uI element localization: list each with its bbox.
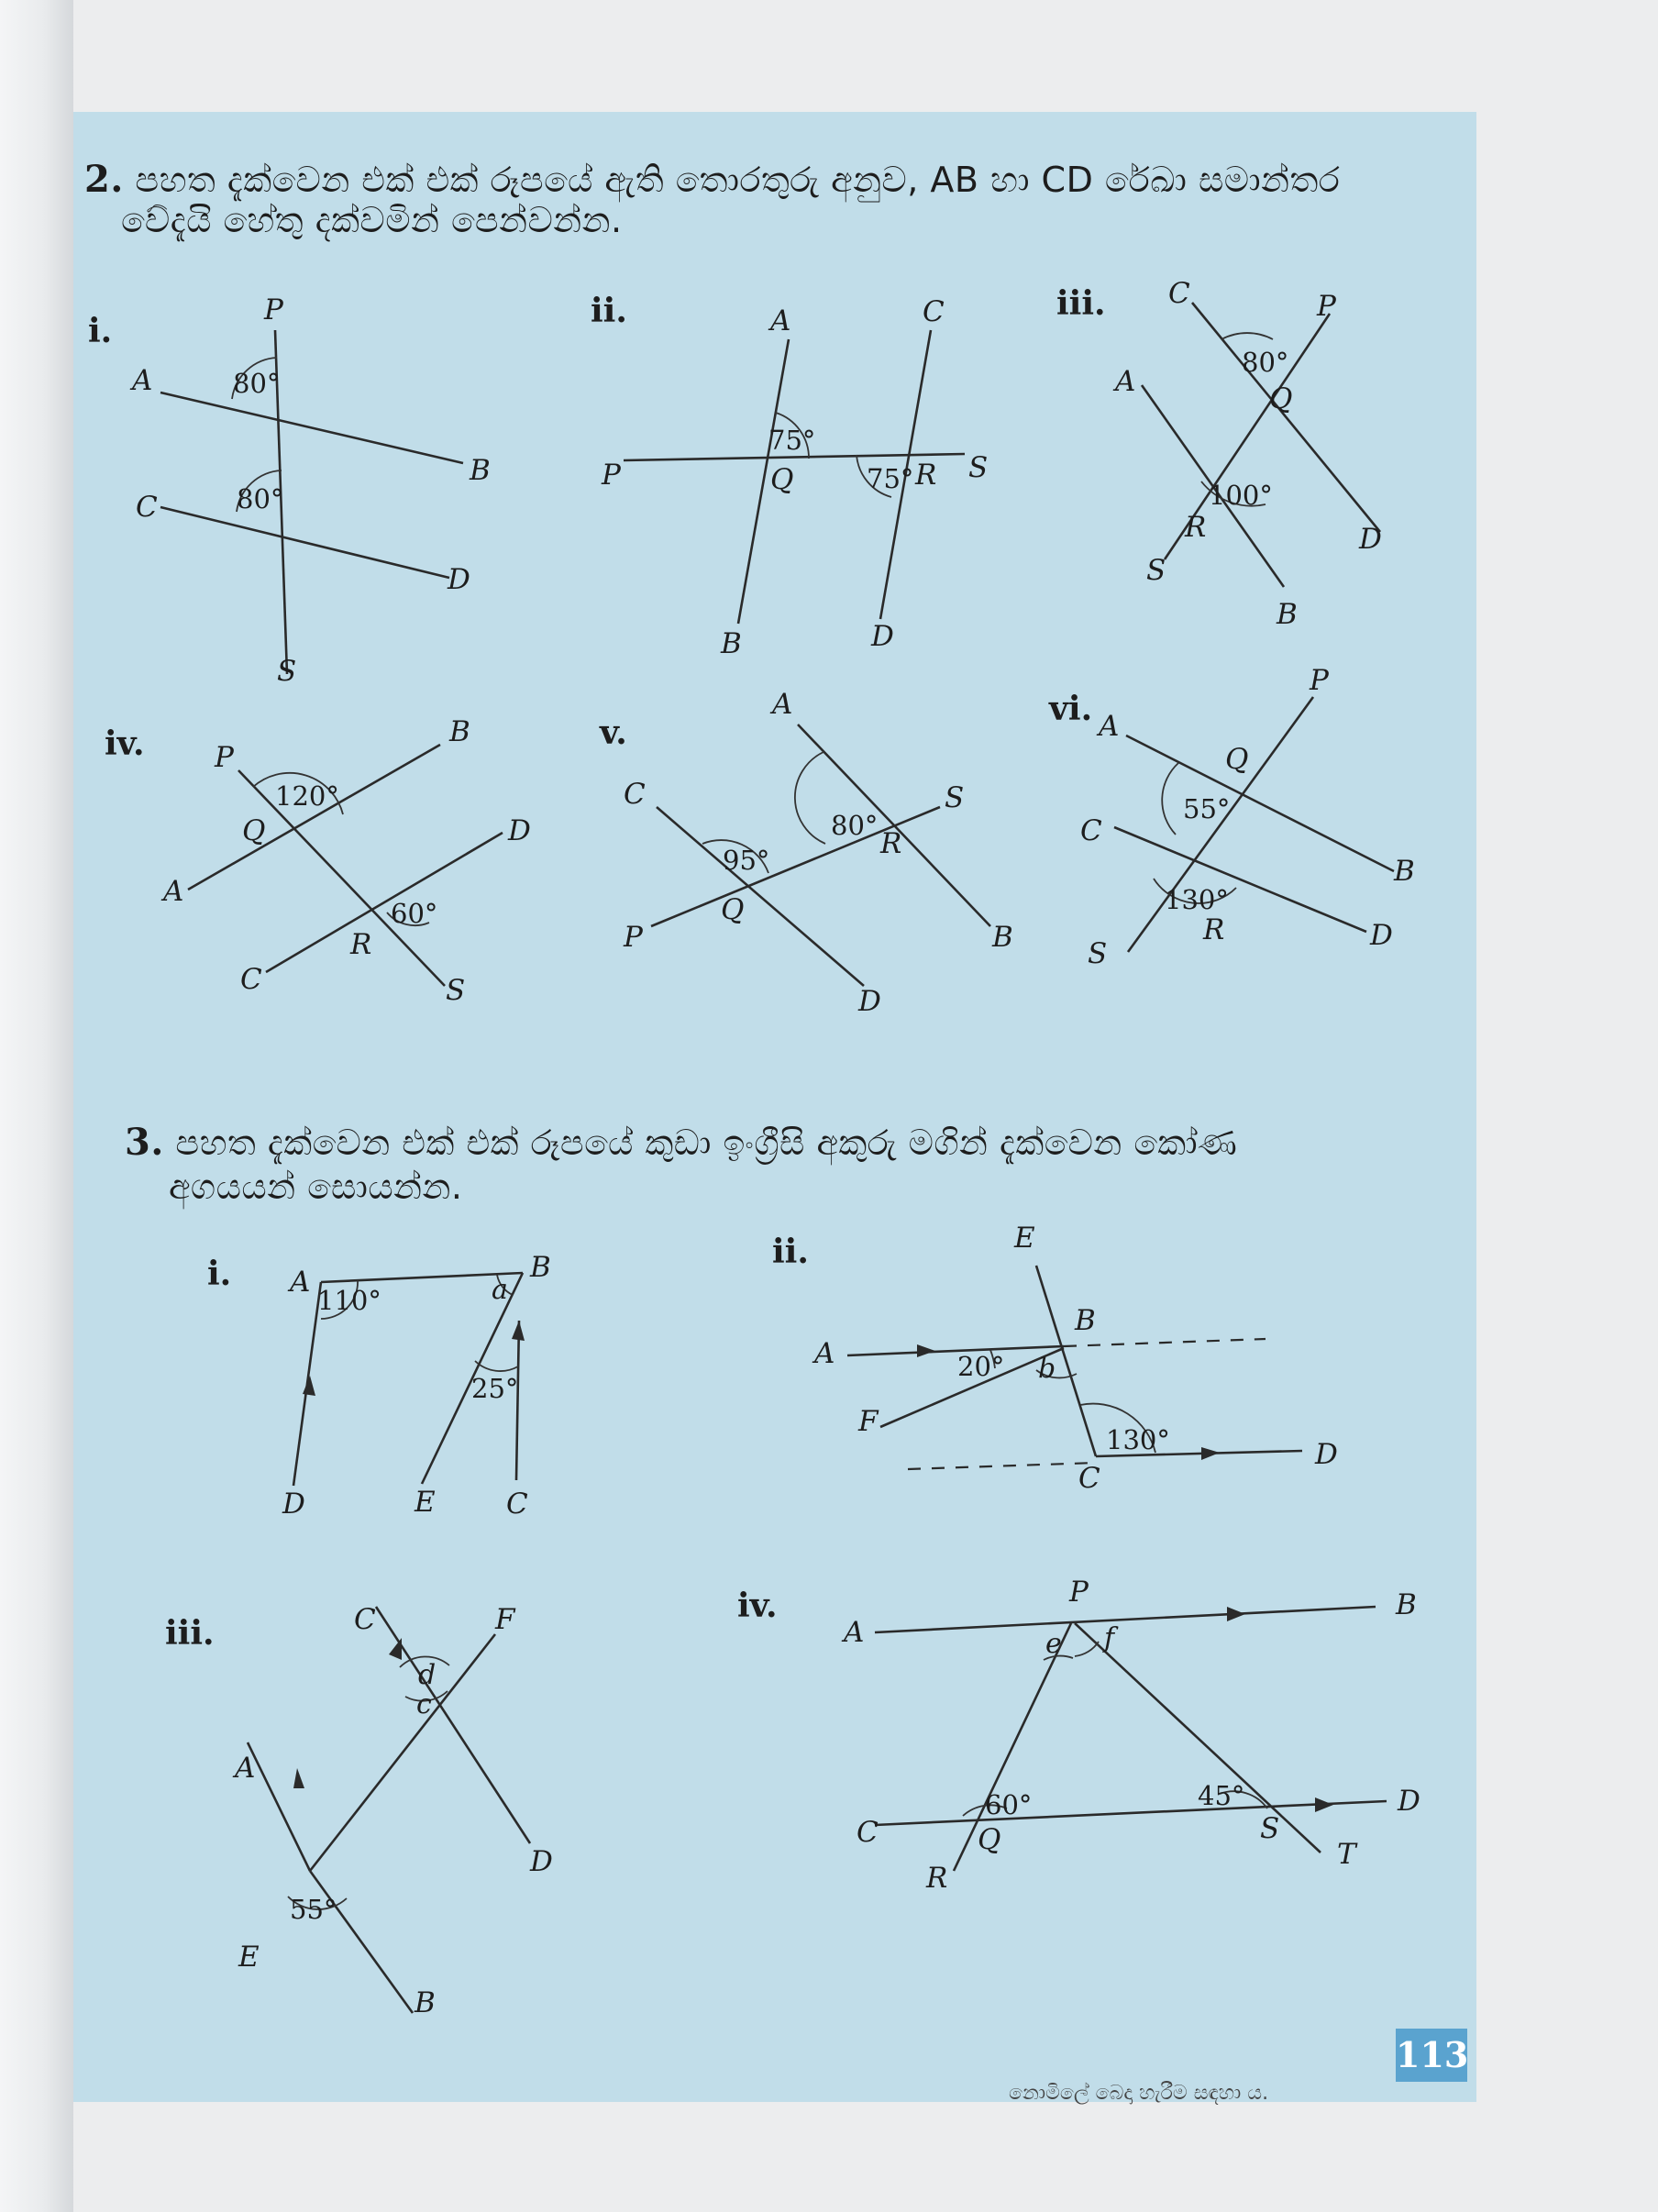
q2-fig1-pt-S: S xyxy=(277,655,297,688)
q2-fig3-pt-C: C xyxy=(1168,277,1190,310)
q2-fig5-pt-P: P xyxy=(624,921,643,954)
q2-fig4-pt-R: R xyxy=(350,928,372,961)
q2-fig2-pt-R: R xyxy=(915,459,937,492)
q3-fig3-var-d: d xyxy=(418,1659,437,1691)
q2-figure-iii xyxy=(1100,275,1431,642)
q3-fig4-angle-2: 45° xyxy=(1198,1780,1245,1811)
q3-fig3-label: iii. xyxy=(165,1614,215,1653)
q2-figure-vi xyxy=(1073,660,1440,972)
q2-fig1-pt-P: P xyxy=(264,293,283,326)
q3-fig4-var-f: f xyxy=(1104,1622,1115,1654)
q2-fig1-pt-C: C xyxy=(136,491,158,524)
q3-fig1-pt-A: A xyxy=(290,1266,311,1299)
q3-fig2-pt-B: B xyxy=(1075,1304,1096,1337)
q3-fig3-var-c: c xyxy=(416,1688,432,1720)
q3-fig4-angle-1: 60° xyxy=(985,1789,1033,1820)
q3-fig3-pt-F: F xyxy=(495,1603,515,1636)
q3-text-line1: පහත දැක්වෙන එක් එක් රූපයේ කුඩා ඉංග්‍රීසි අකුරු මගින් දැක්වෙන කෝණ xyxy=(175,1123,1238,1163)
q2-fig3-pt-D: D xyxy=(1359,523,1382,556)
q2-fig3-label: iii. xyxy=(1056,284,1106,323)
q2-fig5-pt-A: A xyxy=(772,688,793,721)
q2-fig3-angle-2: 100° xyxy=(1209,480,1273,511)
q2-fig6-label: vi. xyxy=(1049,690,1093,728)
page-number: 113 xyxy=(1396,2029,1467,2082)
q3-fig2-pt-D: D xyxy=(1315,1438,1338,1471)
q2-figure-v xyxy=(614,679,1036,1027)
q3-fig1-pt-C: C xyxy=(506,1488,528,1521)
q2-fig4-pt-D: D xyxy=(508,814,531,847)
q2-text-line1: පහත දැක්වෙන එක් එක් රූපයේ ඇති තොරතුරු අනුව, AB හා CD රේඛා සමාන්තර xyxy=(135,160,1341,200)
q2-fig2-label: ii. xyxy=(591,292,627,330)
q3-figure-ii xyxy=(807,1211,1357,1504)
q3-fig4-pt-A: A xyxy=(844,1616,865,1649)
q2-fig6-angle-1: 55° xyxy=(1183,793,1231,824)
q2-fig1-pt-B: B xyxy=(470,454,491,487)
q2-fig2-pt-Q: Q xyxy=(770,463,794,496)
q3-fig3-pt-C: C xyxy=(354,1603,376,1636)
q2-fig5-pt-Q: Q xyxy=(721,893,745,926)
q3-fig1-label: i. xyxy=(207,1255,232,1293)
q3-fig2-label: ii. xyxy=(772,1233,809,1271)
q2-fig4-pt-A: A xyxy=(163,875,184,908)
q3-number: 3. xyxy=(125,1121,164,1164)
q2-fig6-pt-R: R xyxy=(1203,913,1225,946)
q3-fig4-label: iv. xyxy=(737,1587,778,1625)
q2-fig2-pt-D: D xyxy=(871,620,894,653)
footer-text: නොමිලේ බෙදා හැරීම සඳහා ය. xyxy=(1009,2082,1269,2105)
q2-fig3-pt-R: R xyxy=(1185,511,1207,544)
q3-fig3-pt-B: B xyxy=(414,1986,436,2019)
q2-fig6-pt-Q: Q xyxy=(1225,743,1249,776)
q3-fig4-pt-D: D xyxy=(1398,1785,1420,1818)
q2-fig1-pt-A: A xyxy=(132,364,153,397)
q3-fig3-angle-1: 55° xyxy=(290,1894,337,1925)
q3-fig4-pt-R: R xyxy=(926,1862,948,1895)
q3-fig1-angle-1: 110° xyxy=(317,1285,381,1316)
q2-fig4-pt-P: P xyxy=(215,741,234,774)
q2-fig3-pt-S: S xyxy=(1146,554,1166,587)
q2-fig4-pt-S: S xyxy=(446,974,466,1007)
q2-fig1-label: i. xyxy=(88,312,113,350)
q3-fig2-pt-C: C xyxy=(1078,1462,1100,1495)
q3-fig2-var-b: b xyxy=(1038,1353,1056,1385)
q3-figure-iii xyxy=(211,1596,596,2018)
q3-fig4-pt-C: C xyxy=(857,1816,879,1849)
q3-fig2-angle-1: 20° xyxy=(957,1351,1005,1382)
q2-fig1-pt-D: D xyxy=(448,563,470,596)
q2-fig3-pt-A: A xyxy=(1115,365,1136,398)
q3-fig1-pt-D: D xyxy=(282,1488,305,1521)
q2-heading-line1 xyxy=(84,158,1340,201)
q2-fig1-angle-1: 80° xyxy=(233,368,281,399)
q3-text-line2: අගයයන් සොයන්න. xyxy=(169,1167,463,1207)
q2-fig4-pt-B: B xyxy=(449,715,470,748)
q2-fig4-pt-C: C xyxy=(240,963,262,996)
q2-fig6-pt-C: C xyxy=(1080,814,1102,847)
q2-fig4-pt-Q: Q xyxy=(242,814,266,847)
q3-fig2-pt-E: E xyxy=(1014,1222,1035,1255)
q2-fig6-pt-A: A xyxy=(1099,710,1120,743)
left-page-edge xyxy=(0,0,73,2212)
q2-fig2-pt-C: C xyxy=(923,295,945,328)
q3-fig1-pt-B: B xyxy=(530,1251,551,1284)
q2-fig5-label: v. xyxy=(600,713,627,752)
q2-figure-iv xyxy=(147,706,550,1018)
q2-fig2-pt-P: P xyxy=(602,459,621,492)
q3-fig3-pt-D: D xyxy=(530,1845,553,1878)
q3-fig3-pt-E: E xyxy=(238,1941,260,1974)
q2-fig2-pt-S: S xyxy=(968,451,989,484)
q2-fig5-pt-R: R xyxy=(880,827,902,860)
q2-fig6-pt-B: B xyxy=(1394,855,1415,888)
q3-fig2-angle-2: 130° xyxy=(1106,1424,1170,1455)
q2-fig4-label: iv. xyxy=(105,724,145,763)
q2-fig3-pt-P: P xyxy=(1317,290,1336,323)
q3-fig2-pt-A: A xyxy=(814,1337,835,1370)
q3-fig1-angle-2: 25° xyxy=(471,1373,519,1404)
q3-fig4-pt-S: S xyxy=(1260,1812,1280,1845)
q3-fig4-pt-T: T xyxy=(1337,1838,1356,1871)
q2-fig6-angle-2: 130° xyxy=(1165,884,1229,915)
q2-fig6-pt-D: D xyxy=(1370,919,1393,952)
q3-fig4-pt-Q: Q xyxy=(978,1823,1001,1856)
q2-fig3-pt-B: B xyxy=(1277,598,1298,631)
q3-fig4-pt-P: P xyxy=(1069,1576,1089,1609)
q2-fig1-angle-2: 80° xyxy=(237,483,284,514)
q3-figure-iv xyxy=(835,1568,1458,1908)
q2-fig2-angle-2: 75° xyxy=(867,463,914,494)
q3-fig2-pt-F: F xyxy=(858,1405,879,1438)
q2-fig6-pt-S: S xyxy=(1088,937,1108,970)
q2-fig3-angle-1: 80° xyxy=(1242,347,1289,378)
q3-heading-line1 xyxy=(125,1121,1237,1164)
q3-fig3-pt-A: A xyxy=(235,1752,256,1785)
q2-fig5-pt-D: D xyxy=(858,985,881,1018)
q2-fig2-pt-B: B xyxy=(721,627,742,660)
q2-text-line2: වේදැයි හේතු දක්වමින් පෙන්වන්න. xyxy=(121,200,623,240)
q2-number: 2. xyxy=(84,158,124,201)
q2-fig5-pt-B: B xyxy=(992,921,1013,954)
q2-fig4-angle-1: 120° xyxy=(275,780,339,812)
q2-fig2-angle-1: 75° xyxy=(768,425,816,456)
q3-fig4-pt-B: B xyxy=(1396,1588,1417,1621)
q2-fig4-angle-2: 60° xyxy=(391,898,438,929)
q2-fig5-angle-2: 95° xyxy=(723,845,770,876)
q3-figure-i xyxy=(257,1238,587,1541)
q2-fig6-pt-P: P xyxy=(1310,664,1329,697)
q2-figure-ii xyxy=(596,284,1000,660)
q3-fig1-var-a: a xyxy=(492,1274,508,1306)
q3-fig1-pt-E: E xyxy=(414,1486,436,1519)
q2-fig5-angle-1: 80° xyxy=(831,810,879,841)
q2-figure-i xyxy=(119,284,523,697)
q2-fig5-pt-C: C xyxy=(624,778,646,811)
q2-fig2-pt-A: A xyxy=(770,304,791,337)
q2-fig3-pt-Q: Q xyxy=(1269,382,1293,415)
q2-fig5-pt-S: S xyxy=(945,781,965,814)
q3-fig4-var-e: e xyxy=(1045,1628,1062,1660)
